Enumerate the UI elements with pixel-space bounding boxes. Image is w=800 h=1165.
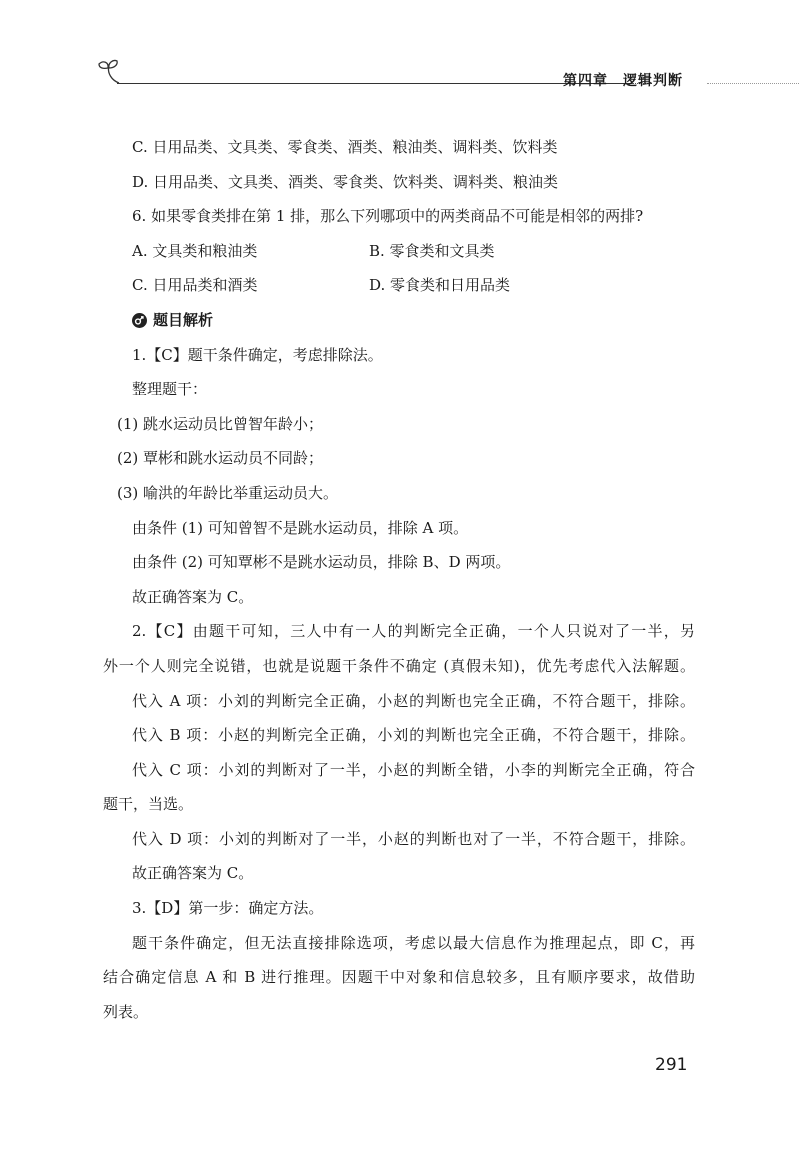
q6-option-c: C. 日用品类和酒类 [132,276,258,295]
q6-option-d: D. 零食类和日用品类 [369,276,511,295]
q5-option-d: D. 日用品类、文具类、酒类、零食类、饮料类、调料类、粮油类 [132,172,559,191]
analysis-line-15: 代入 D 项：小刘的判断对了一半，小赵的判断也对了一半，不符合题干，排除。 [132,829,695,848]
analysis-line-5: (3) 喻洪的年龄比举重运动员大。 [117,483,339,502]
analysis-line-17: 3.【D】第一步：确定方法。 [132,899,324,918]
analysis-line-3: (1) 跳水运动员比曾智年龄小； [117,414,324,433]
analysis-line-20: 列表。 [103,1002,149,1021]
sprout-icon [95,58,123,84]
analysis-title: 题目解析 [153,310,214,329]
analysis-line-1: 1.【C】题干条件确定，考虑排除法。 [132,345,383,364]
q6-option-b: B. 零食类和文具类 [369,241,495,260]
page-number: 291 [655,1055,688,1075]
header-dots-right [707,83,800,84]
page-header [95,58,705,98]
analysis-heading [103,303,695,338]
analysis-line-19: 结合确定信息 A 和 B 进行推理。因题干中对象和信息较多，且有顺序要求，故借助 [103,968,695,987]
analysis-line-11: 代入 A 项：小刘的判断完全正确，小赵的判断也完全正确，不符合题干，排除。 [132,691,695,710]
analysis-line-9: 2.【C】由题干可知，三人中有一人的判断完全正确，一个人只说对了一半，另 [132,622,695,641]
q5-option-c: C. 日用品类、文具类、零食类、酒类、粮油类、调料类、饮料类 [132,138,558,156]
analysis-icon [132,313,147,328]
analysis-line-6: 由条件 (1) 可知曾智不是跳水运动员，排除 A 项。 [132,518,469,537]
analysis-line-7: 由条件 (2) 可知覃彬不是跳水运动员，排除 B、D 两项。 [132,553,511,572]
analysis-line-14: 题干，当选。 [103,795,194,814]
q6-option-a: A. 文具类和粮油类 [132,241,258,260]
analysis-line-13: 代入 C 项：小刘的判断对了一半，小赵的判断全错，小李的判断完全正确，符合 [132,760,695,779]
q6-options-row-2 [103,268,695,303]
q6-options-row-1 [103,234,695,269]
q6-stem: 6. 如果零食类排在第 1 排，那么下列哪项中的两类商品不可能是相邻的两排? [132,207,644,226]
analysis-line-8: 故正确答案为 C。 [132,587,254,606]
analysis-line-18: 题干条件确定，但无法直接排除选项，考虑以最大信息作为推理起点，即 C，再 [132,933,695,952]
chapter-title: 第四章 逻辑判断 [563,73,683,89]
analysis-line-16: 故正确答案为 C。 [132,864,254,883]
header-rule [117,83,632,84]
page-body [103,130,695,1029]
analysis-line-10: 外一个人则完全说错，也就是说题干条件不确定 (真假未知)，优先考虑代入法解题。 [103,656,695,675]
analysis-line-2: 整理题干： [132,380,208,399]
analysis-line-12: 代入 B 项：小赵的判断完全正确，小刘的判断也完全正确，不符合题干，排除。 [132,726,695,745]
analysis-line-4: (2) 覃彬和跳水运动员不同龄； [117,449,324,468]
